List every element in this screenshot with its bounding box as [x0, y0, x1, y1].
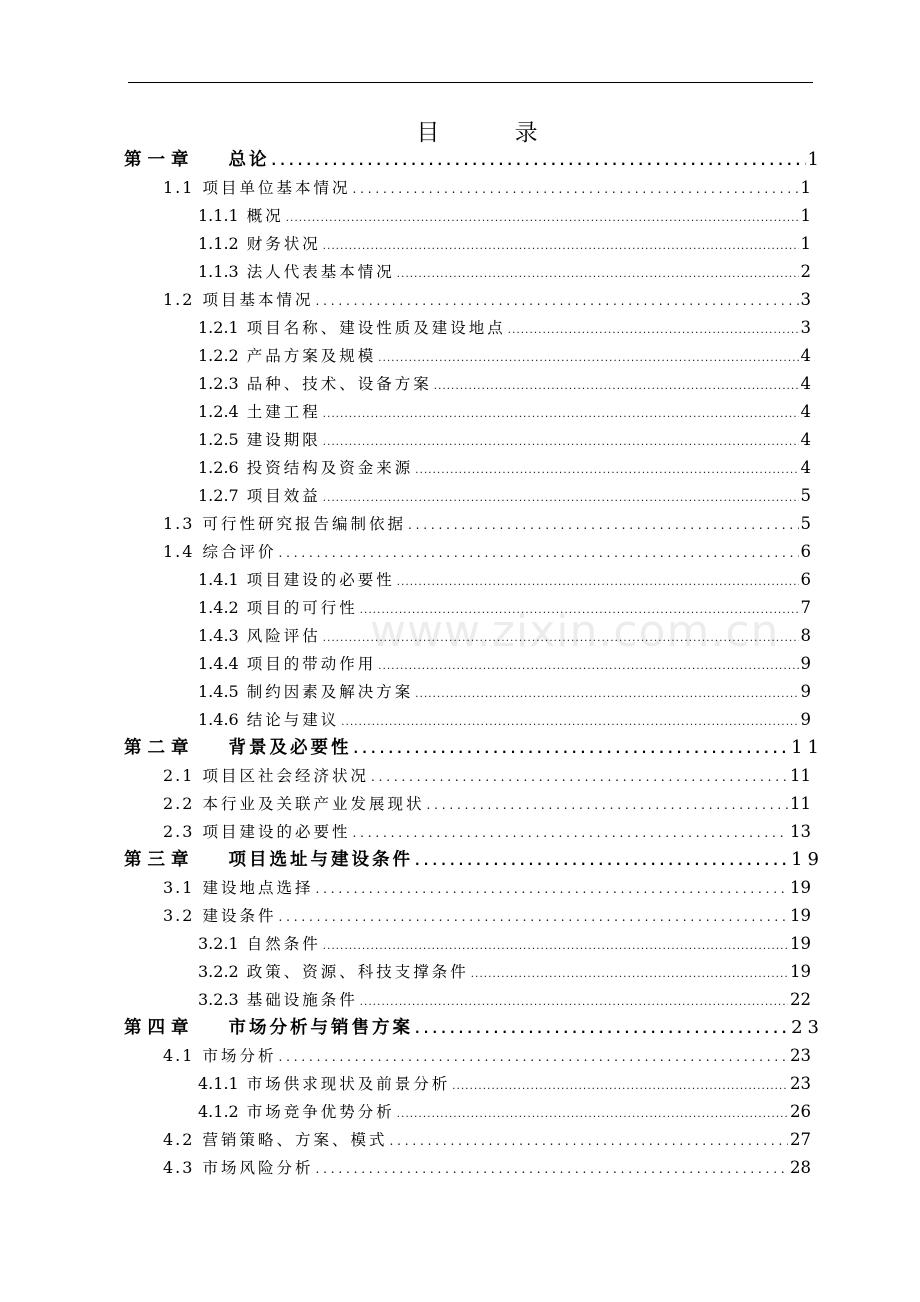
- toc-entry-page: 19: [790, 962, 811, 981]
- toc-entry-title: 产品方案及规模: [246, 347, 377, 365]
- toc-entry-number: 1.1.1: [198, 206, 239, 225]
- toc-entry-number: 1.3: [163, 514, 195, 533]
- toc-entry-page: 9: [800, 710, 811, 729]
- toc-entry-title: 项目的带动作用: [246, 655, 377, 673]
- toc-entry-page: 1: [807, 149, 824, 170]
- toc-entry-number: 3.2.1: [198, 934, 239, 953]
- toc-entry-title: 土建工程: [246, 403, 321, 421]
- toc-entry-title: 建设地点选择: [202, 879, 314, 897]
- toc-entry-title: 营销策略、方案、模式: [202, 1131, 388, 1149]
- toc-entry-label: [124, 846, 413, 874]
- toc-entry[interactable]: [163, 790, 811, 818]
- dot-leader: [278, 539, 798, 567]
- toc-entry-title: 市场分析与销售方案: [228, 1018, 413, 1038]
- toc-entry[interactable]: [198, 930, 811, 958]
- dot-leader: [408, 511, 799, 539]
- dot-leader: [286, 205, 799, 233]
- toc-entry-number: 4.1: [163, 1046, 195, 1065]
- toc-entry-label: [198, 594, 358, 622]
- toc-entry-label: [163, 286, 313, 314]
- toc-entry-number: 1.4.6: [198, 710, 239, 729]
- toc-entry-number: 3.2: [163, 906, 195, 925]
- toc-entry-label: [198, 930, 321, 958]
- toc-entry-title: 市场分析: [202, 1047, 277, 1065]
- dot-leader: [323, 933, 788, 961]
- toc-entry-page: 5: [800, 514, 811, 533]
- toc-entry-label: [163, 762, 369, 790]
- toc-entry[interactable]: [163, 174, 811, 202]
- toc-entry-title: 市场竞争优势分析: [246, 1103, 395, 1121]
- toc-entry-number: 第四章: [124, 1018, 195, 1038]
- dot-leader: [415, 681, 798, 709]
- toc-entry-label: [198, 1098, 395, 1126]
- dot-leader: [415, 1015, 789, 1043]
- dot-leader: [323, 233, 799, 261]
- dot-leader: [278, 1043, 788, 1071]
- toc-entry-page: 28: [790, 1158, 811, 1177]
- toc-entry-page: 6: [800, 570, 811, 589]
- toc-entry[interactable]: [163, 762, 811, 790]
- toc-entry[interactable]: [198, 398, 811, 426]
- watermark: www.zixin.com.cn: [370, 606, 780, 657]
- dot-leader: [426, 791, 788, 819]
- toc-entry-number: 1.2.6: [198, 458, 239, 477]
- dot-leader: [315, 287, 798, 315]
- dot-leader: [434, 373, 799, 401]
- header-rule: [128, 82, 813, 83]
- toc-entry-page: 23: [790, 1074, 811, 1093]
- dot-leader: [360, 989, 788, 1017]
- dot-leader: [354, 735, 790, 763]
- toc-entry-label: [163, 874, 313, 902]
- toc-entry-number: 3.2.3: [198, 990, 239, 1009]
- toc-entry-label: [124, 1014, 413, 1042]
- toc-entry-label: [198, 314, 506, 342]
- toc-entry-page: 19: [790, 934, 811, 953]
- toc-entry-title: 投资结构及资金来源: [246, 459, 414, 477]
- toc-entry-label: [198, 370, 432, 398]
- toc-entry[interactable]: [198, 314, 811, 342]
- toc-entry-page: 27: [790, 1130, 811, 1149]
- toc-entry-title: 项目基本情况: [202, 291, 314, 309]
- toc-entry[interactable]: [198, 1070, 811, 1098]
- toc-entry[interactable]: [163, 510, 811, 538]
- toc-entry-number: 4.1.2: [198, 1102, 239, 1121]
- toc-entry[interactable]: [124, 846, 824, 874]
- toc-entry-label: [163, 174, 350, 202]
- toc-entry-label: [198, 622, 321, 650]
- toc-entry-title: 项目建设的必要性: [202, 823, 351, 841]
- toc-entry-title: 本行业及关联产业发展现状: [202, 795, 425, 813]
- toc-entry-page: 3: [800, 290, 811, 309]
- toc-entry-number: 1.2.1: [198, 318, 239, 337]
- toc-entry[interactable]: [198, 566, 811, 594]
- toc-entry-title: 项目建设的必要性: [246, 571, 395, 589]
- toc-entry-page: 1: [800, 234, 811, 253]
- toc-entry-page: 23: [791, 1017, 824, 1038]
- toc-entry-number: 1.2.3: [198, 374, 239, 393]
- toc-entry[interactable]: [163, 538, 811, 566]
- toc-entry-title: 风险评估: [246, 627, 321, 645]
- toc-entry[interactable]: [198, 342, 811, 370]
- toc-entry-page: 6: [800, 542, 811, 561]
- toc-entry-number: 1.4.2: [198, 598, 239, 617]
- toc-entry-label: [198, 454, 413, 482]
- toc-entry-page: 4: [800, 374, 811, 393]
- toc-entry[interactable]: [163, 874, 811, 902]
- toc-entry[interactable]: [163, 1126, 811, 1154]
- dot-leader: [323, 401, 799, 429]
- toc-entry-number: 4.1.1: [198, 1074, 239, 1093]
- dot-leader: [360, 597, 799, 625]
- toc-entry-page: 1: [800, 206, 811, 225]
- toc-entry-title: 市场供求现状及前景分析: [246, 1075, 451, 1093]
- toc-entry[interactable]: [198, 482, 811, 510]
- toc-entry-page: 4: [800, 458, 811, 477]
- dot-leader: [378, 653, 798, 681]
- toc-entry-number: 1.4.5: [198, 682, 239, 701]
- toc-entry-number: 3.2.2: [198, 962, 239, 981]
- toc-entry-title: 制约因素及解决方案: [246, 683, 414, 701]
- toc-entry-number: 1.4.4: [198, 654, 239, 673]
- dot-leader: [315, 875, 788, 903]
- toc-entry-label: [163, 510, 406, 538]
- toc-entry[interactable]: [198, 594, 811, 622]
- toc-entry[interactable]: [198, 370, 811, 398]
- toc-entry-number: 1.1: [163, 178, 195, 197]
- toc-entry-number: 4.2: [163, 1130, 195, 1149]
- toc-entry-label: [163, 790, 424, 818]
- toc-entry-label: [198, 958, 469, 986]
- toc-entry[interactable]: [124, 1014, 824, 1042]
- toc-entry-number: 第一章: [124, 150, 195, 170]
- toc-entry-title: 建设期限: [246, 431, 321, 449]
- toc-entry-label: [198, 678, 413, 706]
- toc-entry-title: 项目效益: [246, 487, 321, 505]
- toc-entry[interactable]: [163, 1154, 811, 1182]
- toc-entry-number: 1.4.1: [198, 570, 239, 589]
- toc-entry-page: 1: [800, 178, 811, 197]
- toc-entry-number: 第二章: [124, 738, 195, 758]
- toc-entry-number: 1.4.3: [198, 626, 239, 645]
- dot-leader: [272, 147, 806, 175]
- toc-entry-number: 4.3: [163, 1158, 195, 1177]
- dot-leader: [323, 429, 799, 457]
- toc-entry-page: 26: [790, 1102, 811, 1121]
- toc-entry-number: 1.4: [163, 542, 195, 561]
- toc-entry-page: 3: [800, 318, 811, 337]
- toc-entry-page: 4: [800, 346, 811, 365]
- toc-entry-title: 项目区社会经济状况: [202, 767, 369, 785]
- toc-entry-page: 9: [800, 682, 811, 701]
- toc-entry-page: 5: [800, 486, 811, 505]
- toc-entry-page: 22: [790, 990, 811, 1009]
- toc-entry-title: 项目名称、建设性质及建设地点: [246, 319, 506, 337]
- toc-entry[interactable]: [198, 986, 811, 1014]
- toc-entry-page: 11: [790, 766, 811, 785]
- toc-entry[interactable]: [198, 650, 811, 678]
- toc-entry-label: [198, 426, 321, 454]
- dot-leader: [452, 1073, 788, 1101]
- toc-entry[interactable]: [198, 454, 811, 482]
- dot-leader: [278, 903, 788, 931]
- toc-entry[interactable]: [124, 734, 824, 762]
- toc-entry-page: 19: [791, 849, 824, 870]
- toc-entry-title: 基础设施条件: [246, 991, 358, 1009]
- toc-entry-label: [124, 734, 352, 762]
- toc-entry-label: [198, 482, 321, 510]
- toc-title: 目 录: [416, 120, 572, 146]
- dot-leader: [415, 847, 789, 875]
- dot-leader: [371, 763, 788, 791]
- dot-leader: [341, 709, 798, 737]
- toc-entry-label: [198, 258, 395, 286]
- dot-leader: [415, 457, 798, 485]
- toc-entry-label: [198, 566, 395, 594]
- toc-entry-label: [198, 986, 358, 1014]
- toc-entry-title: 概况: [246, 207, 284, 225]
- toc-entry-title: 可行性研究报告编制依据: [202, 515, 406, 533]
- toc-entry-number: 1.2.7: [198, 486, 239, 505]
- toc-entry-page: 8: [800, 626, 811, 645]
- toc-entry-label: [198, 650, 376, 678]
- toc-entry-label: [163, 538, 276, 566]
- toc-entry-number: 1.2: [163, 290, 195, 309]
- dot-leader: [323, 485, 799, 513]
- toc-entry-label: [198, 398, 321, 426]
- toc-entry-label: [198, 202, 284, 230]
- toc-entry[interactable]: [198, 426, 811, 454]
- toc-entry-label: [198, 230, 321, 258]
- toc-entry-title: 法人代表基本情况: [246, 263, 395, 281]
- toc-entry-page: 9: [800, 654, 811, 673]
- toc-entry-label: [198, 342, 376, 370]
- toc-entry-label: [163, 818, 350, 846]
- toc-entry-number: 1.1.2: [198, 234, 239, 253]
- dot-leader: [378, 345, 798, 373]
- toc-entry[interactable]: [198, 706, 811, 734]
- toc-entry-title: 总论: [228, 150, 270, 170]
- toc-entry[interactable]: [198, 258, 811, 286]
- toc-entry-number: 2.3: [163, 822, 195, 841]
- dot-leader: [352, 819, 788, 847]
- toc-entry-number: 1.1.3: [198, 262, 239, 281]
- toc-entry-page: 11: [790, 794, 811, 813]
- toc-entry-title: 建设条件: [202, 907, 277, 925]
- toc-entry[interactable]: [198, 202, 811, 230]
- toc-entry-number: 1.2.2: [198, 346, 239, 365]
- toc-entry-number: 1.2.5: [198, 430, 239, 449]
- toc-entry-title: 结论与建议: [246, 711, 340, 729]
- toc-entry-number: 2.1: [163, 766, 195, 785]
- dot-leader: [397, 569, 799, 597]
- dot-leader: [508, 317, 799, 345]
- toc-entry-page: 23: [790, 1046, 811, 1065]
- toc-entry-page: 19: [790, 906, 811, 925]
- toc-entry[interactable]: [198, 622, 811, 650]
- toc-entry-number: 2.2: [163, 794, 195, 813]
- toc-entry-label: [163, 902, 276, 930]
- toc-entry-title: 综合评价: [202, 543, 277, 561]
- toc-entry-title: 项目选址与建设条件: [228, 850, 413, 870]
- toc-entry-label: [163, 1154, 313, 1182]
- toc-entry[interactable]: [198, 230, 811, 258]
- toc-entry[interactable]: [163, 818, 811, 846]
- toc-entry-label: [163, 1126, 387, 1154]
- toc-entry-number: 1.2.4: [198, 402, 239, 421]
- toc-entry-title: 政策、资源、科技支撑条件: [246, 963, 469, 981]
- toc-entry-page: 4: [800, 402, 811, 421]
- toc-entry[interactable]: [163, 902, 811, 930]
- toc-entry-title: 市场风险分析: [202, 1159, 314, 1177]
- toc-entry-page: 4: [800, 430, 811, 449]
- toc-entry[interactable]: [163, 286, 811, 314]
- toc-entry-title: 背景及必要性: [228, 738, 352, 758]
- toc-entry-label: [198, 1070, 450, 1098]
- toc-entry-title: 自然条件: [246, 935, 321, 953]
- toc-entry-page: 11: [791, 737, 824, 758]
- toc-entry-label: [124, 146, 270, 174]
- dot-leader: [315, 1155, 788, 1183]
- toc-entry-title: 品种、技术、设备方案: [246, 375, 432, 393]
- toc-entry-page: 7: [800, 598, 811, 617]
- toc-entry[interactable]: [198, 678, 811, 706]
- toc-entry-number: 3.1: [163, 878, 195, 897]
- dot-leader: [471, 961, 788, 989]
- dot-leader: [323, 625, 799, 653]
- toc-entry-label: [163, 1042, 276, 1070]
- toc-entry[interactable]: [198, 1098, 811, 1126]
- toc-entry-title: 财务状况: [246, 235, 321, 253]
- dot-leader: [397, 261, 799, 289]
- dot-leader: [389, 1127, 788, 1155]
- toc-entry-page: 2: [800, 262, 811, 281]
- toc-entry-label: [198, 706, 339, 734]
- toc-entry-title: 项目的可行性: [246, 599, 358, 617]
- toc-entry-title: 项目单位基本情况: [202, 179, 351, 197]
- toc-entry[interactable]: [124, 146, 824, 174]
- toc-entry-number: 第三章: [124, 850, 195, 870]
- dot-leader: [397, 1101, 788, 1129]
- toc-entry[interactable]: [198, 958, 811, 986]
- toc-entry[interactable]: [163, 1042, 811, 1070]
- dot-leader: [352, 175, 798, 203]
- toc-entry-page: 19: [790, 878, 811, 897]
- toc-entry-page: 13: [790, 822, 811, 841]
